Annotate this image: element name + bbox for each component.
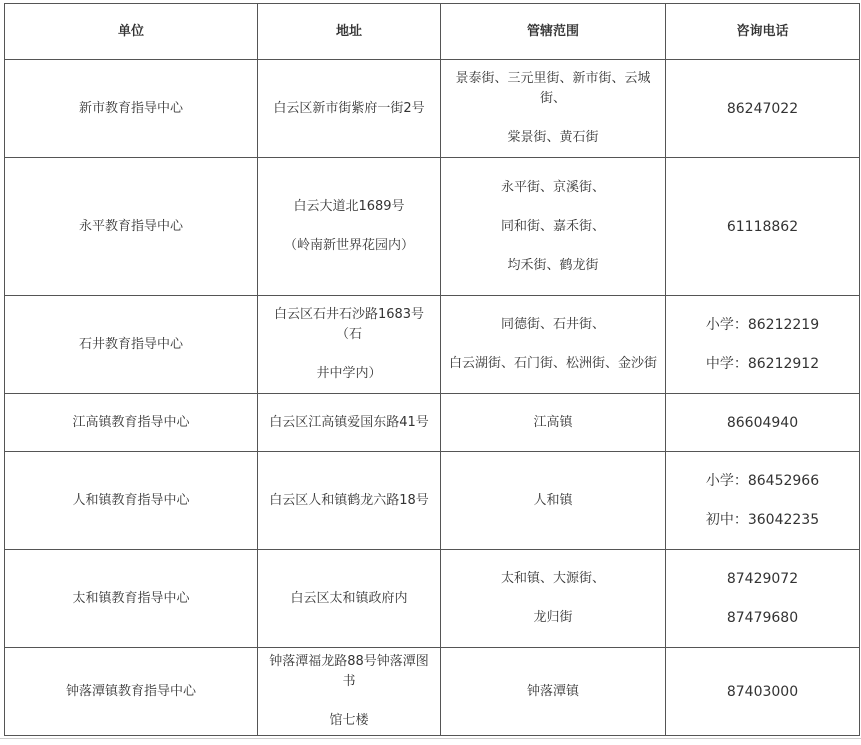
phone-line: 87403000: [726, 683, 799, 700]
education-center-table: [4, 3, 860, 736]
phone-line: 中学：86212912: [705, 356, 820, 372]
address-cell: [258, 550, 441, 648]
address-line: 白云大道北1689号: [293, 199, 405, 214]
divider: [0, 738, 861, 739]
header-unit: 单位: [5, 4, 258, 60]
scope-line: 景泰街、三元里街、新市街、云城街、: [455, 71, 651, 106]
table-row: [5, 648, 860, 736]
table-row: [5, 296, 860, 394]
address-cell: [258, 394, 441, 452]
address-line: 白云区江高镇爱国东路41号: [269, 414, 429, 430]
scope-line: 钟落潭镇: [526, 683, 579, 699]
address-cell: [258, 158, 441, 296]
scope-line: 永平街、京溪街、: [500, 179, 605, 195]
phone-line: 87479680: [726, 610, 799, 626]
address-line: 白云区人和镇鹤龙六路18号: [269, 492, 429, 508]
address-line: 白云区太和镇政府内: [290, 590, 408, 606]
scope-line: 均禾街、鹤龙街: [507, 257, 599, 273]
phone-line: 小学：86452966: [705, 473, 820, 489]
table-row: [5, 550, 860, 648]
unit-cell: 太和镇教育指导中心: [5, 550, 258, 648]
phone-line: 初中：36042235: [705, 512, 820, 528]
phone-cell: [666, 158, 860, 296]
address-line: 井中学内）: [316, 366, 382, 381]
address-cell: [258, 648, 441, 736]
header-phone: 咨询电话: [666, 4, 860, 60]
address-line: 馆七楼: [329, 713, 369, 728]
phone-line: 86247022: [726, 100, 799, 117]
scope-line: 太和镇、大源街、: [500, 571, 605, 586]
unit-cell: 江高镇教育指导中心: [5, 394, 258, 452]
header-address: 地址: [258, 4, 441, 60]
phone-cell: [666, 550, 860, 648]
unit-cell: 石井教育指导中心: [5, 296, 258, 394]
phone-line: 小学：86212219: [705, 317, 820, 333]
scope-cell: [441, 394, 666, 452]
phone-line: 61118862: [726, 218, 799, 235]
phone-line: 87429072: [726, 571, 799, 587]
address-line: 钟落潭福龙路88号钟落潭图书: [269, 654, 429, 689]
address-cell: [258, 452, 441, 550]
scope-cell: [441, 158, 666, 296]
phone-cell: [666, 296, 860, 394]
phone-line: 86604940: [726, 414, 799, 431]
unit-cell: 人和镇教育指导中心: [5, 452, 258, 550]
scope-cell: [441, 60, 666, 158]
phone-cell: [666, 452, 860, 550]
header-scope: 管辖范围: [441, 4, 666, 60]
table-row: [5, 452, 860, 550]
phone-cell: [666, 648, 860, 736]
address-line: 白云区石井石沙路1683号（石: [273, 307, 425, 342]
address-cell: [258, 296, 441, 394]
unit-cell: 钟落潭镇教育指导中心: [5, 648, 258, 736]
scope-line: 白云湖街、石门街、松洲街、金沙街: [449, 356, 658, 371]
address-cell: [258, 60, 441, 158]
scope-line: 龙归街: [533, 610, 573, 625]
scope-cell: [441, 452, 666, 550]
scope-cell: [441, 648, 666, 736]
phone-cell: [666, 60, 860, 158]
phone-cell: [666, 394, 860, 452]
scope-cell: [441, 550, 666, 648]
table-row: [5, 394, 860, 452]
scope-cell: [441, 296, 666, 394]
unit-cell: 新市教育指导中心: [5, 60, 258, 158]
scope-line: 江高镇: [533, 414, 573, 430]
unit-cell: 永平教育指导中心: [5, 158, 258, 296]
address-line: （岭南新世界花园内）: [283, 238, 414, 253]
scope-line: 棠景街、黄石街: [507, 130, 599, 145]
table-row: [5, 60, 860, 158]
table-header-row: [5, 4, 860, 60]
address-line: 白云区新市街紫府一街2号: [273, 100, 425, 116]
scope-line: 同德街、石井街、: [500, 317, 605, 332]
scope-line: 同和街、嘉禾街、: [500, 218, 605, 234]
scope-line: 人和镇: [533, 492, 573, 508]
table-row: [5, 158, 860, 296]
